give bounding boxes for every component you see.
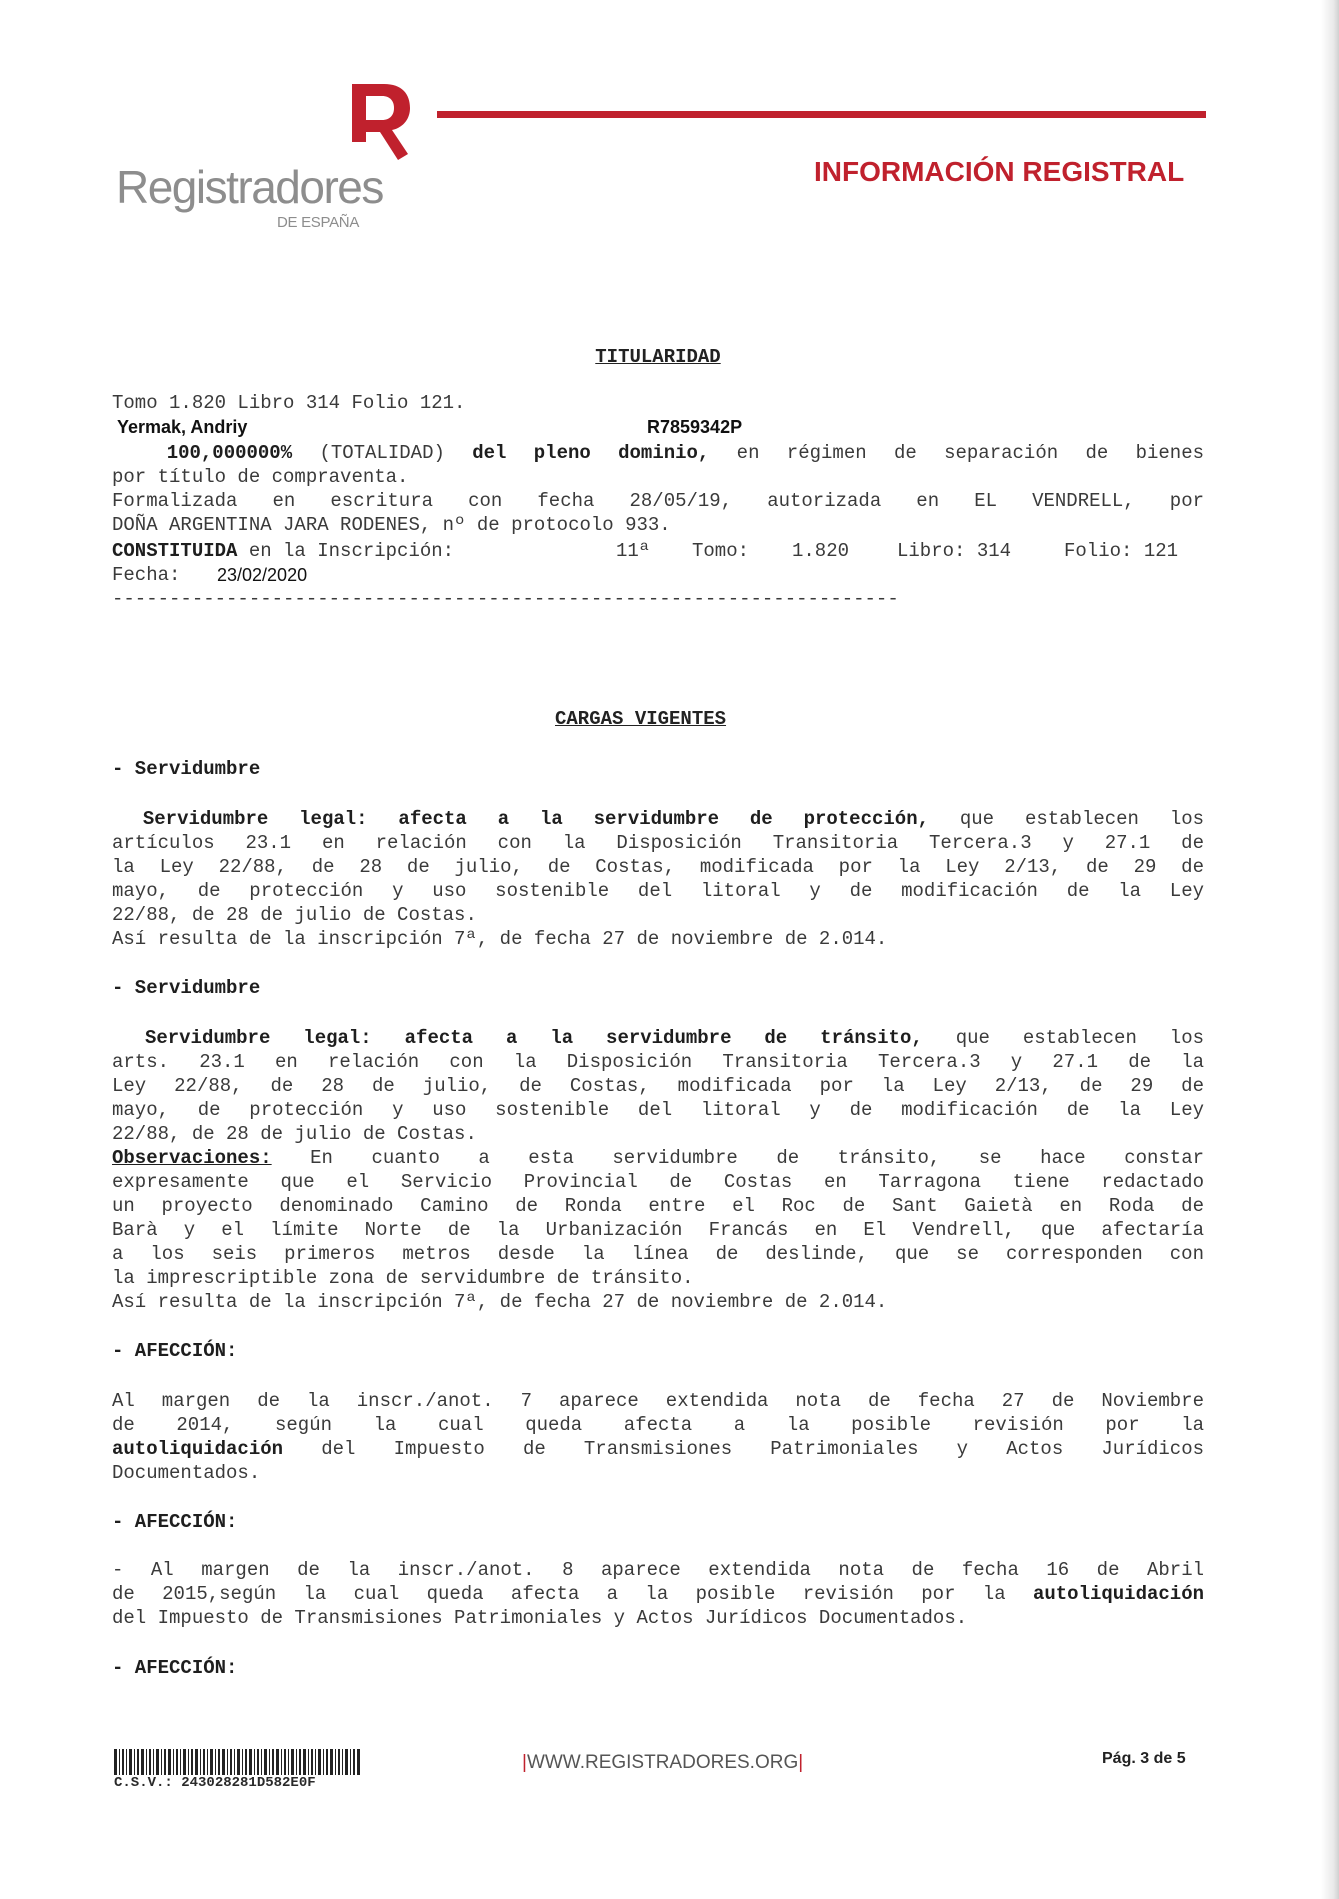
servidumbre-1-line-1: Servidumbre legal: afecta a la servidumbre de protección, que establecen los <box>142 808 1205 830</box>
title-line: por título de compraventa. <box>112 466 409 488</box>
servidumbre-2-line-3: Ley 22/88, de 28 de julio, de Costas, modificada por la Ley 2/13, de 29 de <box>112 1075 1204 1097</box>
servidumbre-2-line-1: Servidumbre legal: afecta a la servidumbre de tránsito, que establecen los <box>144 1027 1204 1049</box>
csv-code: C.S.V.: 243028281D582E0F <box>114 1775 316 1791</box>
observaciones-line-6: la imprescriptible zona de servidumbre de tránsito. <box>112 1267 694 1289</box>
afeccion-2-label: - AFECCIÓN: <box>112 1511 238 1533</box>
owner-id: R7859342P <box>647 417 743 437</box>
page-edge-shadow <box>1321 0 1339 1899</box>
observaciones-line-2: expresamente que el Servicio Provincial de Costas en Tarragona tiene redactado <box>112 1171 1204 1193</box>
afeccion-1-line-3: autoliquidación del Impuesto de Transmisiones Patrimoniales y Actos Jurídicos <box>112 1438 1205 1460</box>
tomo-line: Tomo 1.820 Libro 314 Folio 121. <box>112 392 466 414</box>
titularidad-heading: TITULARIDAD <box>595 346 721 368</box>
afeccion-3-label: - AFECCIÓN: <box>112 1657 238 1679</box>
servidumbre-1-line-5: 22/88, de 28 de julio de Costas. <box>112 904 477 926</box>
deed-line-2: DOÑA ARGENTINA JARA RODENES, nº de protocolo 933. <box>112 514 671 536</box>
servidumbre-2-line-5: 22/88, de 28 de julio de Costas. <box>112 1123 477 1145</box>
fecha-line: Fecha: 23/02/2020 <box>112 564 308 586</box>
servidumbre-1-line-3: la Ley 22/88, de 28 de julio, de Costas, modificada por la Ley 2/13, de 29 de <box>112 856 1204 878</box>
afeccion-2-line-3: del Impuesto de Transmisiones Patrimoniales y Actos Jurídicos Documentados. <box>112 1607 968 1629</box>
divider-line: --------------------------------------------------------------------- <box>112 588 899 610</box>
logo-subtitle: DE ESPAÑA <box>277 214 360 231</box>
observaciones-line-5: a los seis primeros metros desde la línea de deslinde, que se corresponden con <box>112 1243 1204 1265</box>
website-link[interactable]: |WWW.REGISTRADORES.ORG| <box>522 1752 804 1773</box>
servidumbre-2-label: - Servidumbre <box>112 977 261 999</box>
barcode-icon <box>114 1749 360 1775</box>
registradores-logo <box>116 82 426 242</box>
owner-line <box>112 415 1204 439</box>
cargas-heading: CARGAS VIGENTES <box>555 708 727 730</box>
page-number: Pág. 3 de 5 <box>1102 1750 1186 1767</box>
logo-name: Registradores <box>116 161 383 213</box>
afeccion-2-line-1: - Al margen de la inscr./anot. 8 aparece extendida nota de fecha 16 de Abril <box>112 1559 1204 1581</box>
page-title: INFORMACIÓN REGISTRAL <box>814 156 1185 187</box>
share-line: 100,000000% (TOTALIDAD) del pleno dominio, en régimen de separación de bienes <box>166 442 1205 464</box>
constituida-line: CONSTITUIDA en la Inscripción: 11ª Tomo: 1.820 Libro: 314 Folio: 121 <box>112 540 1179 562</box>
observaciones-line-4: Barà y el límite Norte de la Urbanización Francás en El Vendrell, que afectaría <box>112 1219 1204 1241</box>
servidumbre-1-line-6: Así resulta de la inscripción 7ª, de fecha 27 de noviembre de 2.014. <box>112 928 888 950</box>
afeccion-2-line-2: de 2015,según la cual queda afecta a la posible revisión por la autoliquidación <box>112 1583 1204 1605</box>
header-rule <box>437 111 1206 118</box>
fecha-value: 23/02/2020 <box>217 565 308 585</box>
servidumbre-1-label: - Servidumbre <box>112 758 261 780</box>
owner-name: Yermak, Andriy <box>117 417 248 437</box>
servidumbre-2-line-4: mayo, de protección y uso sostenible del litoral y de modificación de la Ley <box>112 1099 1204 1121</box>
servidumbre-1-line-2: artículos 23.1 en relación con la Disposición Transitoria Tercera.3 y 27.1 de <box>112 832 1204 854</box>
observaciones-line-1: Observaciones: En cuanto a esta servidumbre de tránsito, se hace constar <box>112 1147 1205 1169</box>
afeccion-1-label: - AFECCIÓN: <box>112 1340 238 1362</box>
servidumbre-2-line-end: Así resulta de la inscripción 7ª, de fecha 27 de noviembre de 2.014. <box>112 1291 888 1313</box>
afeccion-1-line-4: Documentados. <box>112 1462 261 1484</box>
deed-line-1: Formalizada en escritura con fecha 28/05/19, autorizada en EL VENDRELL, por <box>112 490 1204 512</box>
servidumbre-1-line-4: mayo, de protección y uso sostenible del litoral y de modificación de la Ley <box>112 880 1204 902</box>
afeccion-1-line-1: Al margen de la inscr./anot. 7 aparece extendida nota de fecha 27 de Noviembre <box>112 1390 1204 1412</box>
servidumbre-2-line-2: arts. 23.1 en relación con la Disposición Transitoria Tercera.3 y 27.1 de la <box>112 1051 1204 1073</box>
observaciones-line-3: un proyecto denominado Camino de Ronda entre el Roc de Sant Gaietà en Roda de <box>112 1195 1204 1217</box>
afeccion-1-line-2: de 2014, según la cual queda afecta a la posible revisión por la <box>112 1414 1204 1436</box>
